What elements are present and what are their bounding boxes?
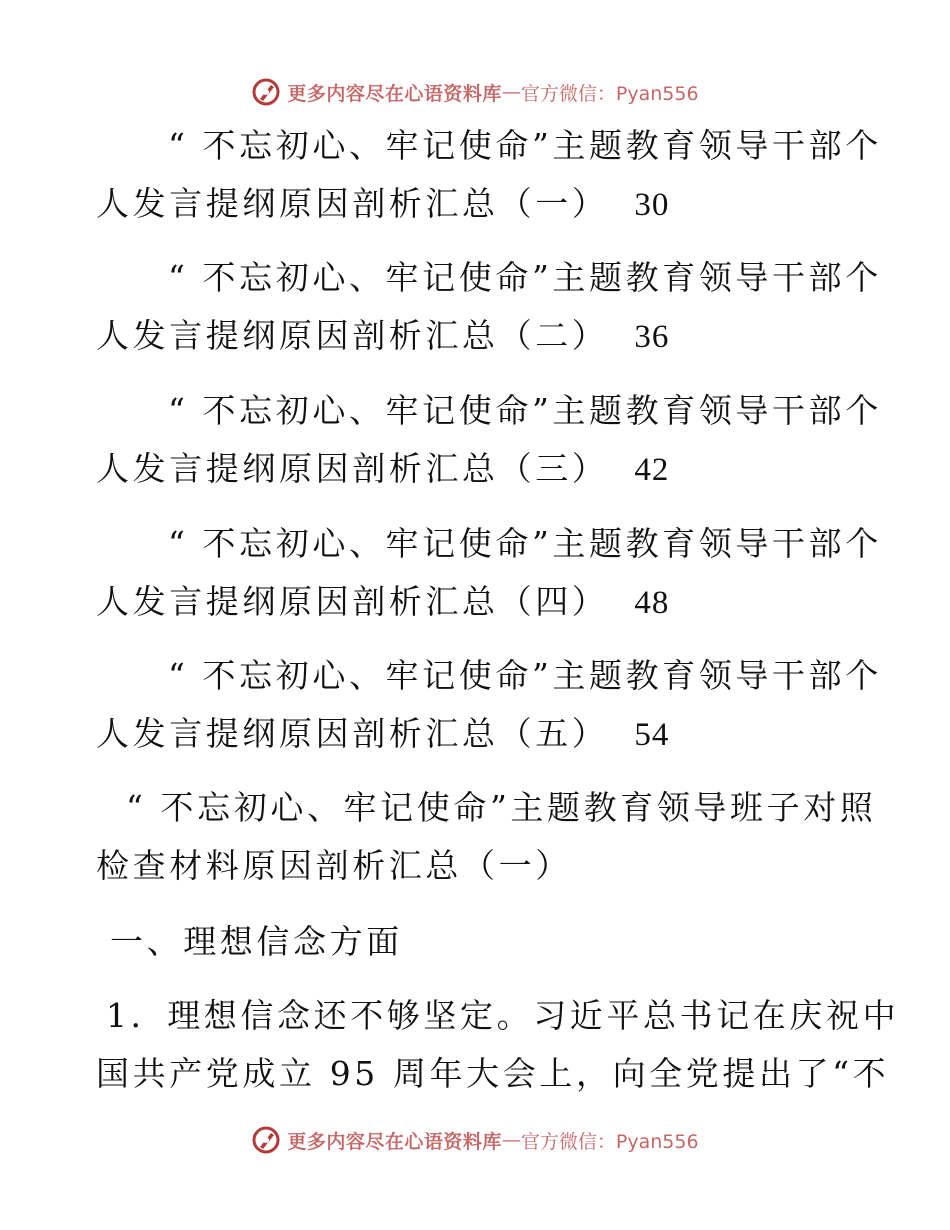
toc-entry-3-line1: “ 不忘初心、牢记使命”主题教育领导干部个: [168, 391, 882, 430]
banner-wechat-text: 官方微信：Pyan556: [520, 1130, 699, 1153]
article-title-line2: 检查材料原因剖析汇总（一）: [96, 846, 572, 885]
banner-brand-text: 更多内容尽在心语资料库: [287, 1130, 502, 1153]
paragraph-line1: 1．理想信念还不够坚定。习近平总书记在庆祝中: [106, 996, 900, 1035]
quill-logo-icon: [251, 77, 281, 107]
toc-entry-4-page: 48: [634, 585, 670, 621]
banner-brand-text: 更多内容尽在心语资料库: [287, 82, 502, 105]
toc-entry-1-line2: [96, 184, 669, 225]
quill-logo-icon: [251, 1125, 281, 1155]
section-heading: 一、理想信念方面: [110, 922, 403, 961]
toc-entry-2-page: 36: [634, 319, 670, 355]
toc-entry-2-title: 人发言提纲原因剖析汇总（二）: [96, 316, 609, 355]
toc-entry-2-line1: “ 不忘初心、牢记使命”主题教育领导干部个: [168, 258, 882, 297]
toc-entry-1-line1: “ 不忘初心、牢记使命”主题教育领导干部个: [168, 126, 882, 165]
toc-entry-2-line2: [96, 316, 669, 357]
toc-entry-3-line2: [96, 449, 669, 490]
footer-banner: [0, 1120, 950, 1160]
toc-entry-1-page: 30: [634, 187, 670, 223]
toc-entry-5-title: 人发言提纲原因剖析汇总（五）: [96, 714, 609, 753]
article-title-line1: “ 不忘初心、牢记使命”主题教育领导班子对照: [126, 788, 877, 827]
toc-entry-3-title: 人发言提纲原因剖析汇总（三）: [96, 449, 609, 488]
toc-entry-5-line1: “ 不忘初心、牢记使命”主题教育领导干部个: [168, 656, 882, 695]
banner-wechat-text: 官方微信：Pyan556: [520, 82, 699, 105]
banner-separator: —: [501, 1129, 521, 1151]
toc-entry-5-line2: [96, 714, 669, 755]
toc-entry-4-title: 人发言提纲原因剖析汇总（四）: [96, 582, 609, 621]
toc-entry-4-line1: “ 不忘初心、牢记使命”主题教育领导干部个: [168, 524, 882, 563]
toc-entry-3-page: 42: [634, 452, 670, 488]
banner-separator: —: [501, 81, 521, 103]
toc-entry-1-title: 人发言提纲原因剖析汇总（一）: [96, 184, 609, 223]
paragraph-line2: 国共产党成立 95 周年大会上，向全党提出了“不: [96, 1054, 890, 1093]
header-banner: [0, 72, 950, 112]
toc-entry-4-line2: [96, 582, 669, 623]
toc-entry-5-page: 54: [634, 717, 670, 753]
